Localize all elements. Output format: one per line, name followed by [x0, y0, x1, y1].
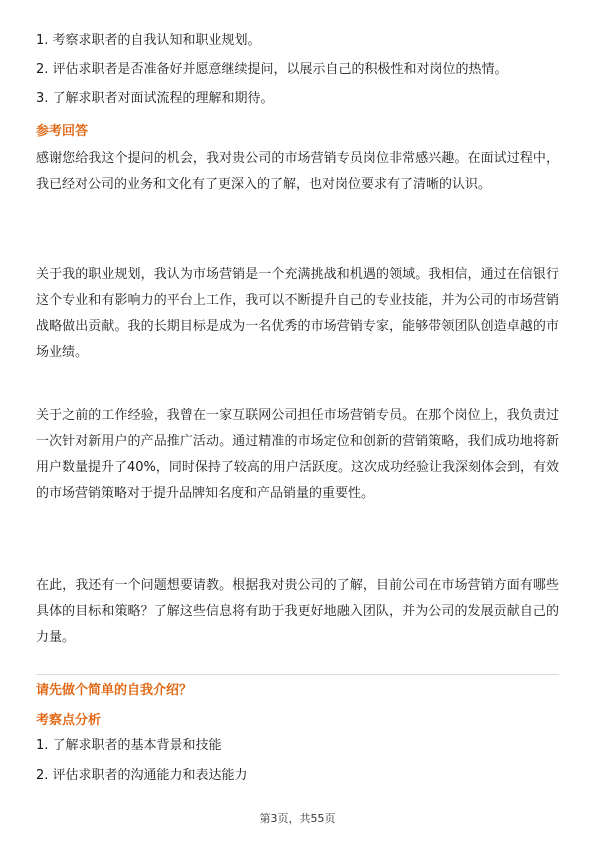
- intro-point-3: 3. 了解求职者对面试流程的理解和期待。: [36, 91, 274, 106]
- analysis-point-2: 2. 评估求职者的沟通能力和表达能力: [36, 768, 248, 783]
- answer-paragraph-4: 在此，我还有一个问题想要请教。根据我对贵公司的了解，目前公司在市场营销方面有哪些具体的目标和策略？了解这些信息将有助于我更好地融入团队，并为公司的发展贡献自己的力量。: [36, 578, 559, 645]
- analysis-heading: 考察点分析: [36, 713, 102, 728]
- answer-paragraph-3: 关于之前的工作经验，我曾在一家互联网公司担任市场营销专员。在那个岗位上，我负责过一次针对新用户的产品推广活动。通过精准的市场定位和创新的营销策略，我们成功地将新用户数量提升了40%，同时保持了较高的用户活跃度。这次成功经验让我深刻体会到，有效的市场营销策略对于提升品牌知名度和产品销量的重要性。: [36, 408, 559, 501]
- analysis-point-1: 1. 了解求职者的基本背景和技能: [36, 738, 222, 753]
- answer-paragraph-1: 感谢您给我这个提问的机会，我对贵公司的市场营销专员岗位非常感兴趣。在面试过程中，我已经对公司的业务和文化有了更深入的了解，也对岗位要求有了清晰的认识。: [36, 151, 559, 192]
- page-indicator: 第3页，共55页: [259, 812, 336, 825]
- answer-paragraph-2: 关于我的职业规划，我认为市场营销是一个充满挑战和机遇的领域。我相信，通过在信银行这个专业和有影响力的平台上工作，我可以不断提升自己的专业技能，并为公司的市场营销战略做出贡献。我的长期目标是成为一名优秀的市场营销专家，能够带领团队创造卓越的市场业绩。: [36, 267, 559, 360]
- section-divider: [36, 674, 559, 675]
- reference-answer-heading: 参考回答: [36, 124, 89, 139]
- question-title: 请先做个简单的自我介绍？: [36, 683, 193, 698]
- intro-point-2: 2. 评估求职者是否准备好并愿意继续提问，以展示自己的积极性和对岗位的热情。: [36, 62, 508, 77]
- intro-point-1: 1. 考察求职者的自我认知和职业规划。: [36, 33, 261, 48]
